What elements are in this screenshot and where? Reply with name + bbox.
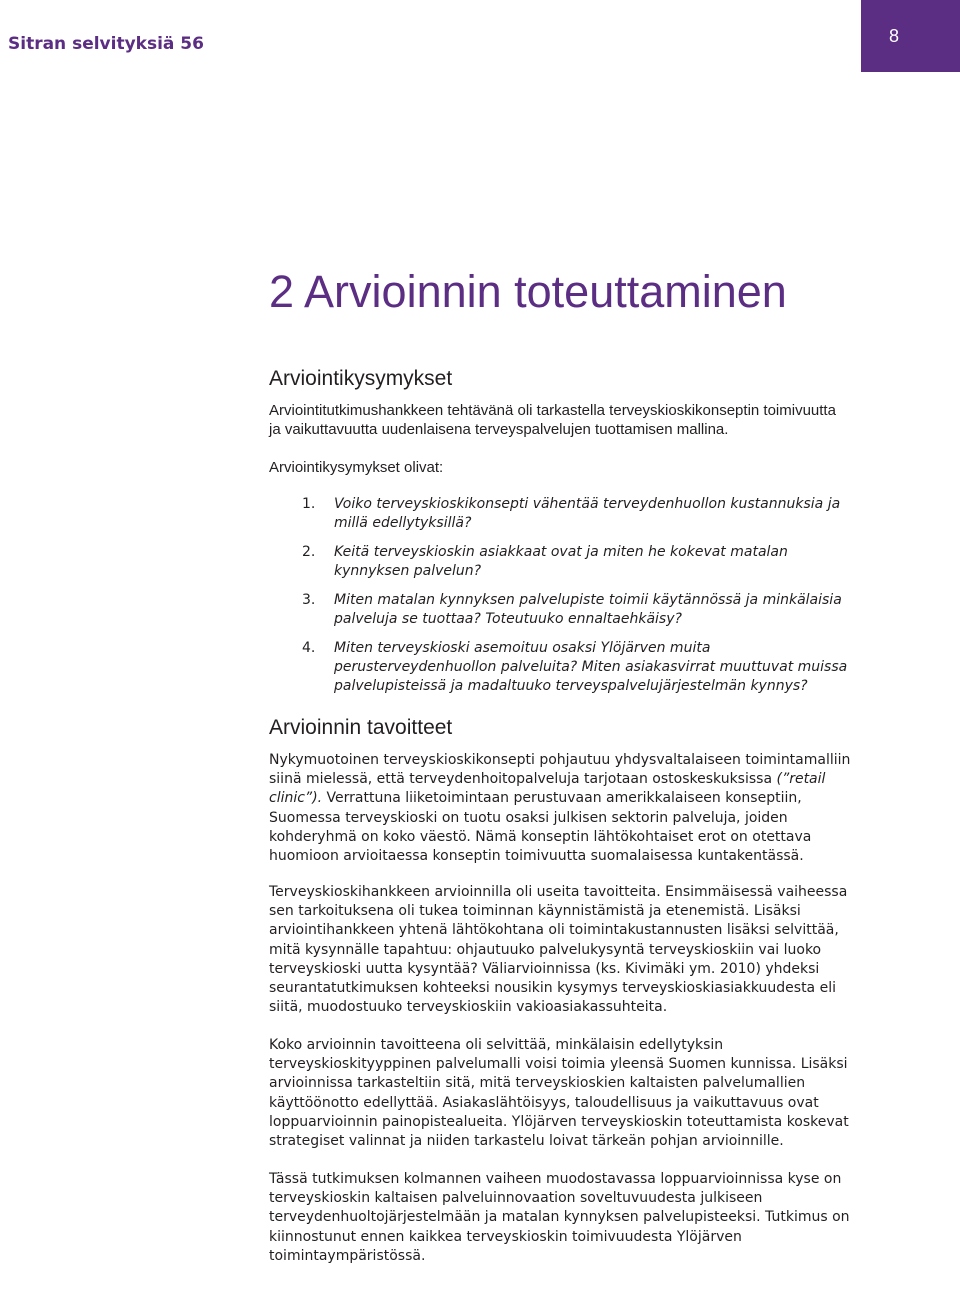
question-number: 1. — [302, 496, 316, 512]
paragraph-italic-text: (”retail clinic”). — [269, 771, 826, 807]
question-number: 2. — [302, 544, 316, 560]
question-item — [269, 591, 869, 629]
question-number: 3. — [302, 592, 316, 608]
chapter-title: 2 Arvioinnin toteuttaminen — [269, 266, 787, 317]
body-paragraph — [269, 751, 869, 866]
section-heading-arviointikysymykset: Arviointikysymykset — [269, 367, 453, 390]
series-title: Sitran selvityksiä 56 — [8, 34, 204, 54]
question-list — [269, 495, 869, 706]
section-intro-paragraph: Arviointitutkimushankkeen tehtävänä oli tarkastella terveyskioskikonseptin toimivuutta ja vaikuttavuutta uudenlaisena terveyspalvelujen tuottamisen mallina. — [269, 402, 836, 438]
question-text: Miten matalan kynnyksen palvelupiste toimii käytännössä ja minkälaisia palveluja se tuottaa? Toteutuuko ennaltaehkäisy? — [334, 592, 842, 627]
section-heading-arvioinnin-tavoitteet: Arvioinnin tavoitteet — [269, 716, 453, 739]
page-number: 8 — [888, 26, 899, 46]
question-text: Voiko terveyskioskikonsepti vähentää terveydenhuollon kustannuksia ja millä edellytyksillä? — [334, 496, 841, 531]
body-paragraph: Terveyskioskihankkeen arvioinnilla oli useita tavoitteita. Ensimmäisessä vaiheessa sen tarkoituksena oli tukea toiminnan käynnistämistä ja etenemistä. Lisäksi arviointihankkeen yhtenä lähtökohtana oli toimintakustannusten lisäksi selvittää, mitä kysynnälle tapahtuu: ohjautuuko palvelukysyntä terveyskioskiin vai luoko terveyskioski uutta kysyntää? Väliarvioinnissa (ks. Kivimäki ym. 2010) yhdeksi seurantatutkimuksen kohteeksi nousikin kysymys terveyskioskiasiakkuudesta eli siitä, muodostuuko terveyskioskiin vakioasiakassuhteita. — [269, 884, 848, 1016]
question-item — [269, 543, 869, 581]
question-item — [269, 639, 869, 696]
paragraph-text: Nykymuotoinen terveyskioskikonsepti pohjautuu yhdysvaltalaiseen toimintamalliin siinä mielessä, että terveydenhoitopalveluja tarjotaan ostoskeskuksissa — [269, 752, 851, 788]
question-text: Keitä terveyskioskin asiakkaat ovat ja miten he kokevat matalan kynnyksen palvelun? — [334, 544, 788, 579]
body-paragraph: Tässä tutkimuksen kolmannen vaiheen muodostavassa loppuarvioinnissa kyse on terveyskioskin kaltaisen palveluinnovaation soveltuvuudesta julkiseen terveydenhuoltojärjestelmään ja matalan kynnyksen palvelupisteeksi. Tutkimus on kiinnostunut ennen kaikkea terveyskioskin toimivuudesta Ylöjärven toimintaympäristössä. — [269, 1171, 850, 1264]
paragraph-text: Verrattuna liiketoimintaan perustuvaan amerikkalaiseen konseptiin, Suomessa terveyskioski on tuotu osaksi julkisen sektorin palveluja, joiden kohderyhmä on koko väestö. Nämä konseptin lähtökohtaiset erot on otettava huomioon arvioitaessa konseptin toimivuutta suomalaisessa kuntakentässä. — [269, 790, 812, 865]
question-number: 4. — [302, 640, 316, 656]
questions-lead: Arviointikysymykset olivat: — [269, 459, 444, 476]
question-item — [269, 495, 869, 533]
question-text: Miten terveyskioski asemoituu osaksi Ylöjärven muita perusterveydenhuollon palveluita? Miten asiakasvirrat muuttuvat muissa palvelupisteissä ja madaltuuko terveyspalvelujärjestelmän kynnys? — [334, 640, 848, 694]
page-number-tab — [861, 0, 960, 72]
body-paragraph: Koko arvioinnin tavoitteena oli selvittää, minkälaisin edellytyksin terveyskioskityyppinen palvelumalli voisi toimia yleensä Suomen kunnissa. Lisäksi arvioinnissa tarkasteltiin sitä, mitä terveyskioskien kaltaisten palvelumallien käyttöönotto edellyttää. Asiakaslähtöisyys, taloudellisuus ja vaikuttavuus ovat loppuarvioinnin painopistealueita. Ylöjärven terveyskioskin toteuttamista koskevat strategiset valinnat ja niiden tarkastelu loivat tärkeän pohjan arvioinnille. — [269, 1037, 849, 1150]
